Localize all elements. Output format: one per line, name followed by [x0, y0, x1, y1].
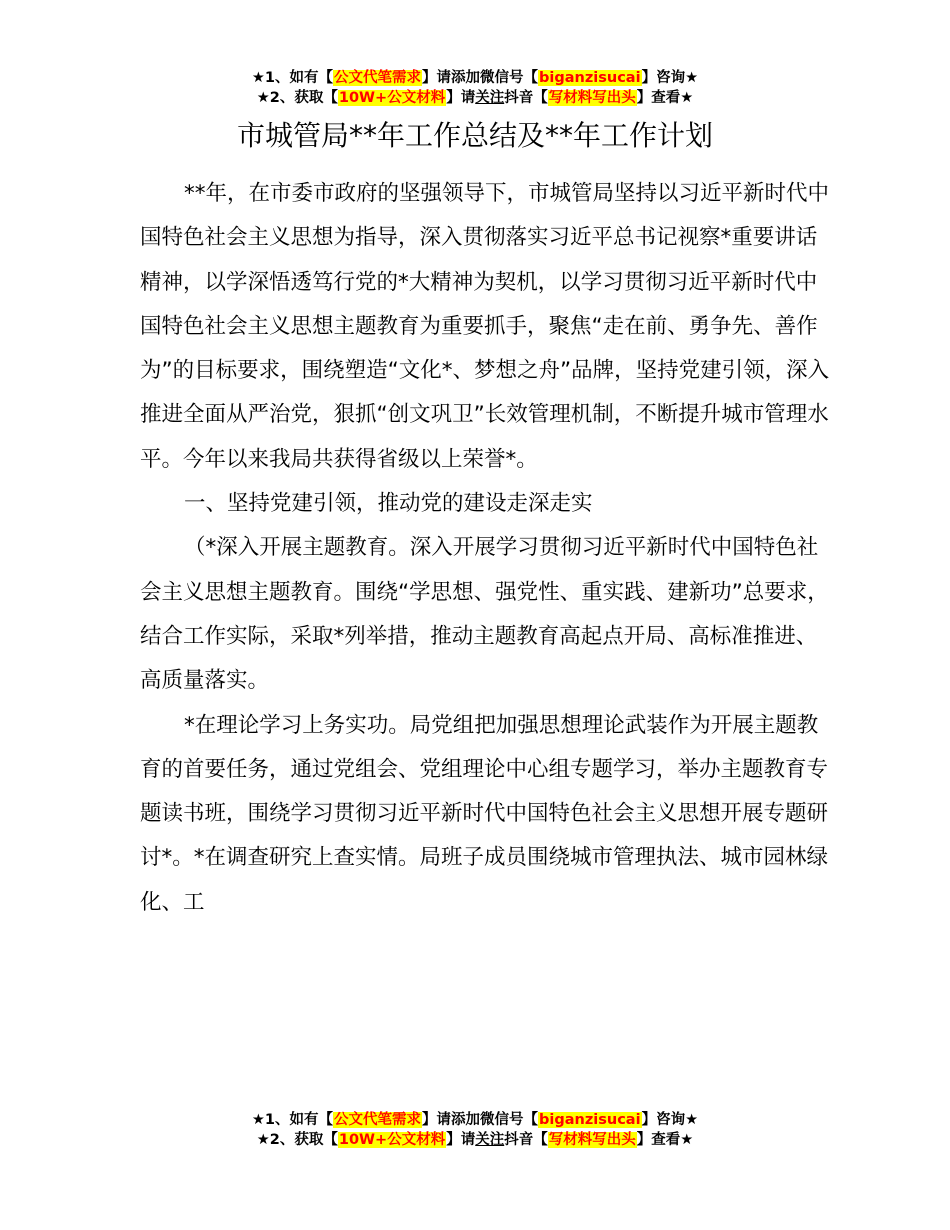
promo-highlight: biganzisucai [539, 70, 641, 86]
promo-highlight: 10W+公文材料 [338, 1132, 446, 1148]
promo-line-1: ★1、如有【公文代笔需求】请添加微信号【biganzisucai】咨询★ [251, 1112, 699, 1128]
paragraph: *在理论学习上务实功。局党组把加强思想理论武装作为开展主题教育的首要任务，通过党组会、党组理论中心组专题学习，举办主题教育专题读书班，围绕学习贯彻习近平新时代中国特色社会主义思想开展专题研讨*。*在调查研究上查实情。局班子成员围绕城市管理执法、城市园林绿化、工 [140, 712, 829, 915]
promo-header [0, 68, 950, 108]
paragraph: （*深入开展主题教育。深入开展学习贯彻习近平新时代中国特色社会主义思想主题教育。围绕“学思想、强党性、重实践、建新功”总要求，结合工作实际，采取*列举措，推动主题教育高起点开局、高标准推进、高质量落实。 [140, 535, 829, 694]
promo-highlight: 公文代笔需求 [334, 70, 422, 86]
promo-highlight: biganzisucai [539, 1112, 641, 1128]
document-title: 市城管局**年工作总结及**年工作计划 [236, 119, 713, 152]
section-heading: 一、坚持党建引领，推动党的建设走深走实 [184, 491, 593, 517]
promo-highlight: 写材料写出头 [548, 1132, 636, 1148]
promo-highlight: 公文代笔需求 [334, 1112, 422, 1128]
paragraph: **年，在市委市政府的坚强领导下，市城管局坚持以习近平新时代中国特色社会主义思想为指导，深入贯彻落实习近平总书记视察*重要讲话精神，以学深悟透笃行党的*大精神为契机，以学习贯彻习近平新时代中国特色社会主义思想主题教育为重要抓手，聚焦“走在前、勇争先、善作为”的目标要求，围绕塑造“文化*、梦想之舟”品牌，坚持党建引领，深入推进全面从严治党，狠抓“创文巩卫”长效管理机制，不断提升城市管理水平。今年以来我局共获得省级以上荣誉*。 [140, 181, 830, 472]
promo-line-2: ★2、获取【10W+公文材料】请关注抖音【写材料写出头】查看★ [256, 1132, 694, 1148]
promo-footer [0, 1110, 950, 1150]
promo-highlight: 写材料写出头 [548, 90, 636, 106]
promo-underlined: 关注 [475, 1132, 505, 1148]
promo-underlined: 关注 [475, 90, 505, 106]
promo-line-2: ★2、获取【10W+公文材料】请关注抖音【写材料写出头】查看★ [256, 90, 694, 106]
promo-line-1: ★1、如有【公文代笔需求】请添加微信号【biganzisucai】咨询★ [251, 70, 699, 86]
document-body [140, 172, 830, 925]
promo-highlight: 10W+公文材料 [338, 90, 446, 106]
